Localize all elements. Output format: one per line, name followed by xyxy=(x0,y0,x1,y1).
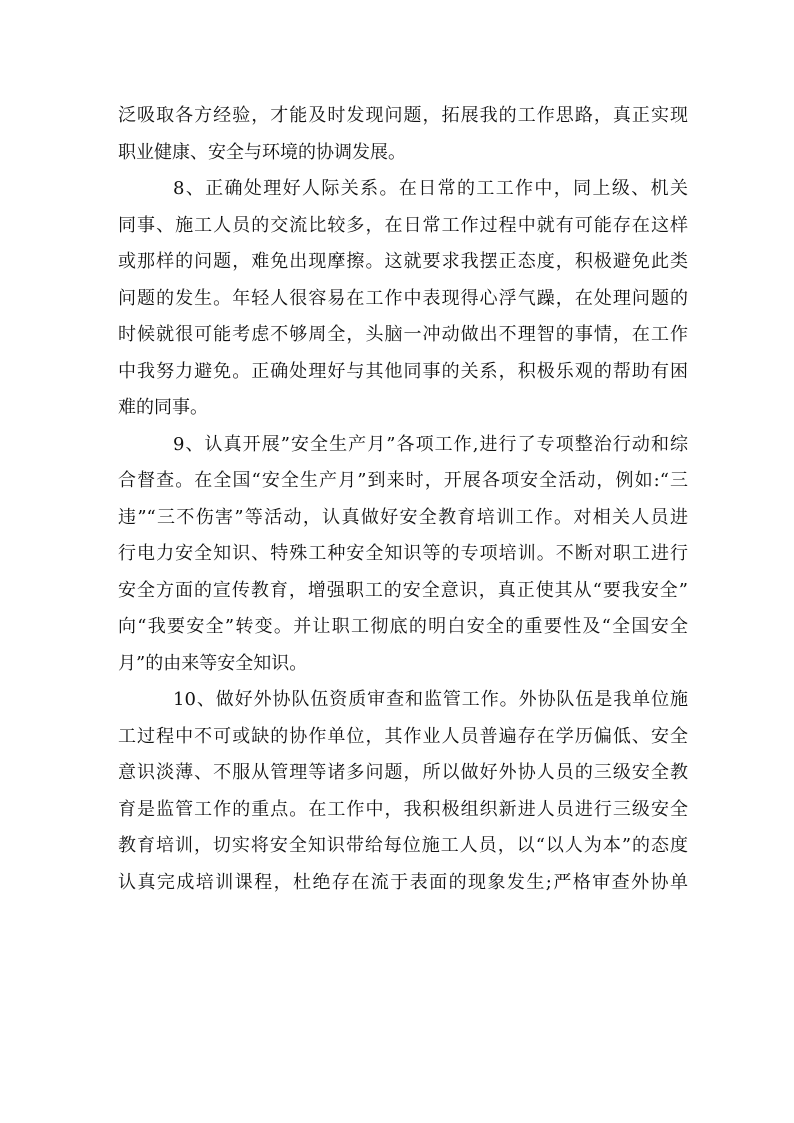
text-line: 中我努力避免。正确处理好与其他同事的关系，积极乐观的帮助有困 xyxy=(118,360,688,382)
text-line: 工过程中不可或缺的协作单位，其作业人员普遍存在学历偏低、安全 xyxy=(118,725,688,747)
text-line: 9、认真开展”安全生产月”各项工作,进行了专项整治行动和综 xyxy=(173,433,688,455)
text-line: 时候就很可能考虑不够周全，头脑一冲动做出不理智的事情，在工作 xyxy=(118,324,688,345)
paragraph-item-8 xyxy=(118,171,688,427)
text-line: 安全方面的宣传教育，增强职工的安全意识，真正使其从“要我安全” xyxy=(118,579,688,601)
paragraph-item-10 xyxy=(118,682,688,901)
text-line: 问题的发生。年轻人很容易在工作中表现得心浮气躁，在处理问题的 xyxy=(118,287,688,309)
text-line: 职业健康、安全与环境的协调发展。 xyxy=(118,141,406,163)
text-line: 难的同事。 xyxy=(118,397,208,418)
text-line: 行电力安全知识、特殊工种安全知识等的专项培训。不断对职工进行 xyxy=(118,543,688,564)
text-line: 育是监管工作的重点。在工作中，我积极组织新进人员进行三级安全 xyxy=(118,798,688,820)
text-line: 意识淡薄、不服从管理等诸多问题，所以做好外协人员的三级安全教 xyxy=(118,762,688,783)
paragraph-item-9 xyxy=(118,427,688,683)
text-line: 教育培训，切实将安全知识带给每位施工人员，以“以人为本”的态度 xyxy=(118,835,688,856)
text-line: 或那样的问题，难免出现摩擦。这就要求我摆正态度，积极避免此类 xyxy=(118,251,688,272)
paragraph-continuation xyxy=(118,98,688,171)
text-line: 同事、施工人员的交流比较多，在日常工作过程中就有可能存在这样 xyxy=(118,214,688,236)
text-line: 合督查。在全国“安全生产月”到来时，开展各项安全活动，例如:“三 xyxy=(118,470,688,491)
text-line: 10、做好外协队伍资质审查和监管工作。外协队伍是我单位施 xyxy=(173,689,688,710)
text-line: 泛吸取各方经验，才能及时发现问题，拓展我的工作思路，真正实现 xyxy=(118,105,688,126)
text-line: 违”“三不伤害”等活动，认真做好安全教育培训工作。对相关人员进 xyxy=(118,506,688,528)
text-line: 月”的由来等安全知识。 xyxy=(118,652,308,674)
document-body xyxy=(118,98,688,901)
text-line: 向“我要安全”转变。并让职工彻底的明白安全的重要性及“全国安全 xyxy=(118,616,688,637)
text-line: 认真完成培训课程，杜绝存在流于表面的现象发生;严格审查外协单 xyxy=(118,871,688,893)
text-line: 8、正确处理好人际关系。在日常的工工作中，同上级、机关 xyxy=(173,178,688,199)
